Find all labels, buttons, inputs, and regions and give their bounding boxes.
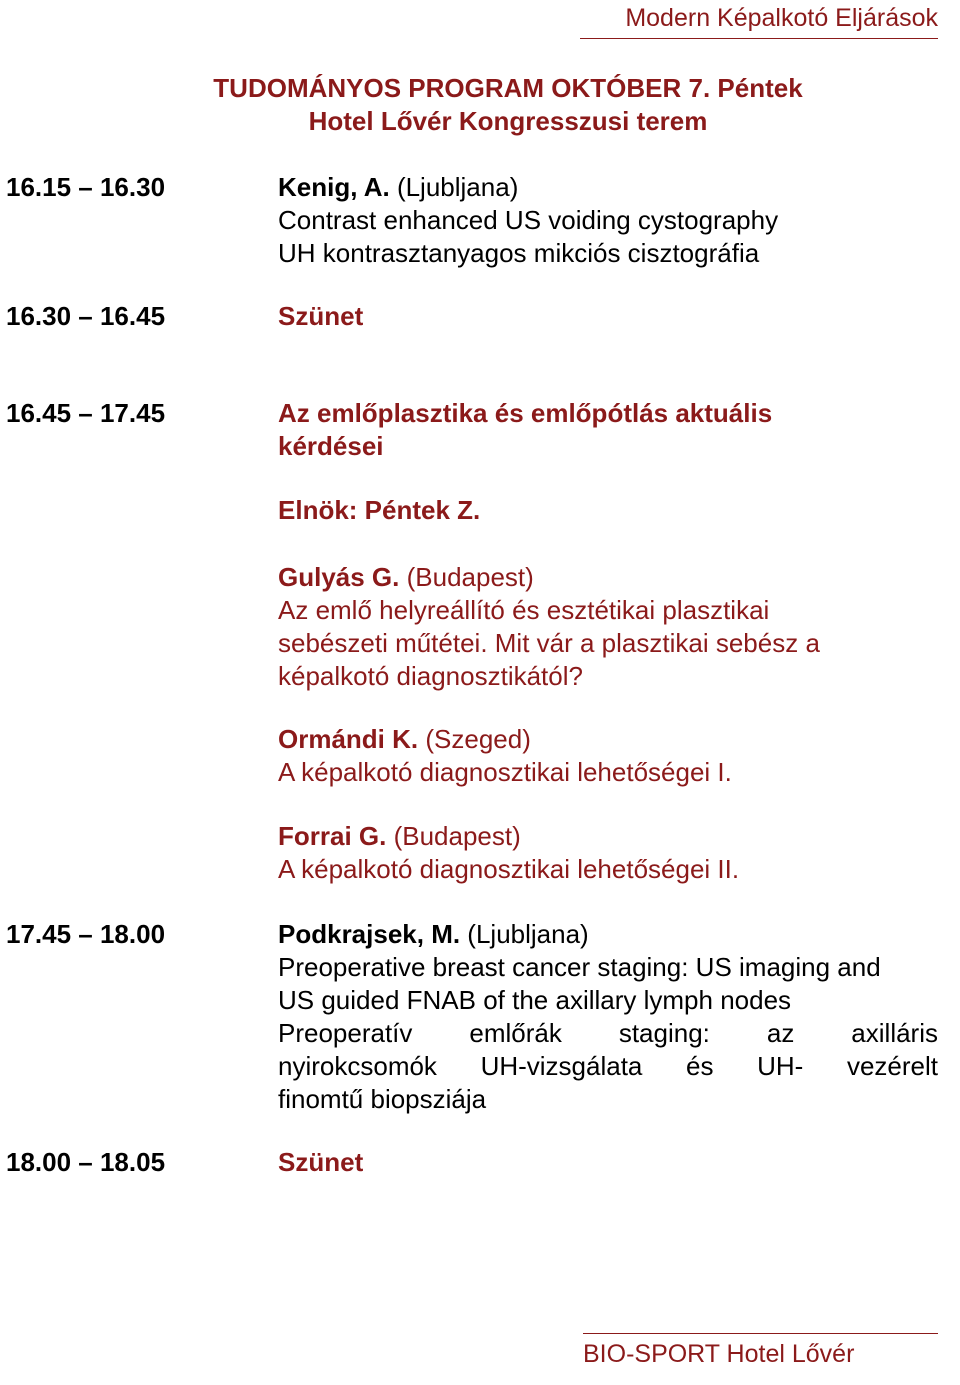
session-entry (278, 561, 938, 693)
talk-title-line: Contrast enhanced US voiding cystography (278, 205, 779, 235)
session-chair: Elnök: Péntek Z. (278, 495, 481, 525)
session-time: 16.45 – 17.45 (6, 398, 166, 428)
talk-title-line: finomtű biopsziája (278, 1084, 487, 1114)
session-entry (278, 820, 938, 886)
session-time: 16.15 – 16.30 (6, 172, 166, 202)
talk-title-line: Preoperative breast cancer staging: US imaging and (278, 952, 881, 982)
talk-title-line: sebészeti műtétei. Mit vár a plasztikai sebész a (278, 628, 820, 658)
session-topic (278, 397, 938, 463)
speaker-city: (Ljubljana) (389, 172, 519, 202)
program-venue: Hotel Lővér Kongresszusi terem (308, 106, 708, 136)
talk-title-line: UH kontrasztanyagos mikciós cisztográfia (278, 238, 760, 268)
session-time: 16.30 – 16.45 (6, 301, 166, 331)
header-rule (580, 38, 938, 39)
speaker-city: (Szeged) (418, 724, 531, 754)
break-label: Szünet (278, 1147, 364, 1177)
running-header: Modern Képalkotó Eljárások (625, 4, 938, 32)
running-footer: BIO-SPORT Hotel Lővér (583, 1340, 855, 1368)
session-entry (278, 918, 938, 1116)
session-time: 17.45 – 18.00 (6, 919, 166, 949)
talk-title-line: nyirokcsomók UH-vizsgálata és UH- vezérelt (278, 1051, 938, 1081)
break-label: Szünet (278, 301, 364, 331)
footer-rule (583, 1333, 938, 1334)
speaker-name: Kenig, A. (278, 172, 390, 202)
speaker-name: Forrai G. (278, 821, 387, 851)
session-time: 18.00 – 18.05 (6, 1147, 166, 1177)
talk-title-line: Preoperatív emlőrák staging: az axilláris (278, 1018, 938, 1048)
talk-title-line: A képalkotó diagnosztikai lehetőségei II. (278, 854, 740, 884)
topic-line: kérdései (278, 431, 384, 461)
session-entry (278, 171, 938, 270)
speaker-city: (Budapest) (399, 562, 534, 592)
talk-title-line: A képalkotó diagnosztikai lehetőségei I. (278, 757, 732, 787)
talk-title-line: képalkotó diagnosztikától? (278, 661, 583, 691)
speaker-name: Gulyás G. (278, 562, 400, 592)
speaker-name: Podkrajsek, M. (278, 919, 461, 949)
program-title: TUDOMÁNYOS PROGRAM OKTÓBER 7. Péntek (213, 73, 803, 103)
speaker-city: (Budapest) (386, 821, 521, 851)
session-entry (278, 723, 938, 789)
talk-title-line: Az emlő helyreállító és esztétikai plasztikai (278, 595, 770, 625)
talk-title-line: US guided FNAB of the axillary lymph nodes (278, 985, 792, 1015)
speaker-city: (Ljubljana) (460, 919, 589, 949)
speaker-name: Ormándi K. (278, 724, 419, 754)
topic-line: Az emlőplasztika és emlőpótlás aktuális (278, 398, 773, 428)
